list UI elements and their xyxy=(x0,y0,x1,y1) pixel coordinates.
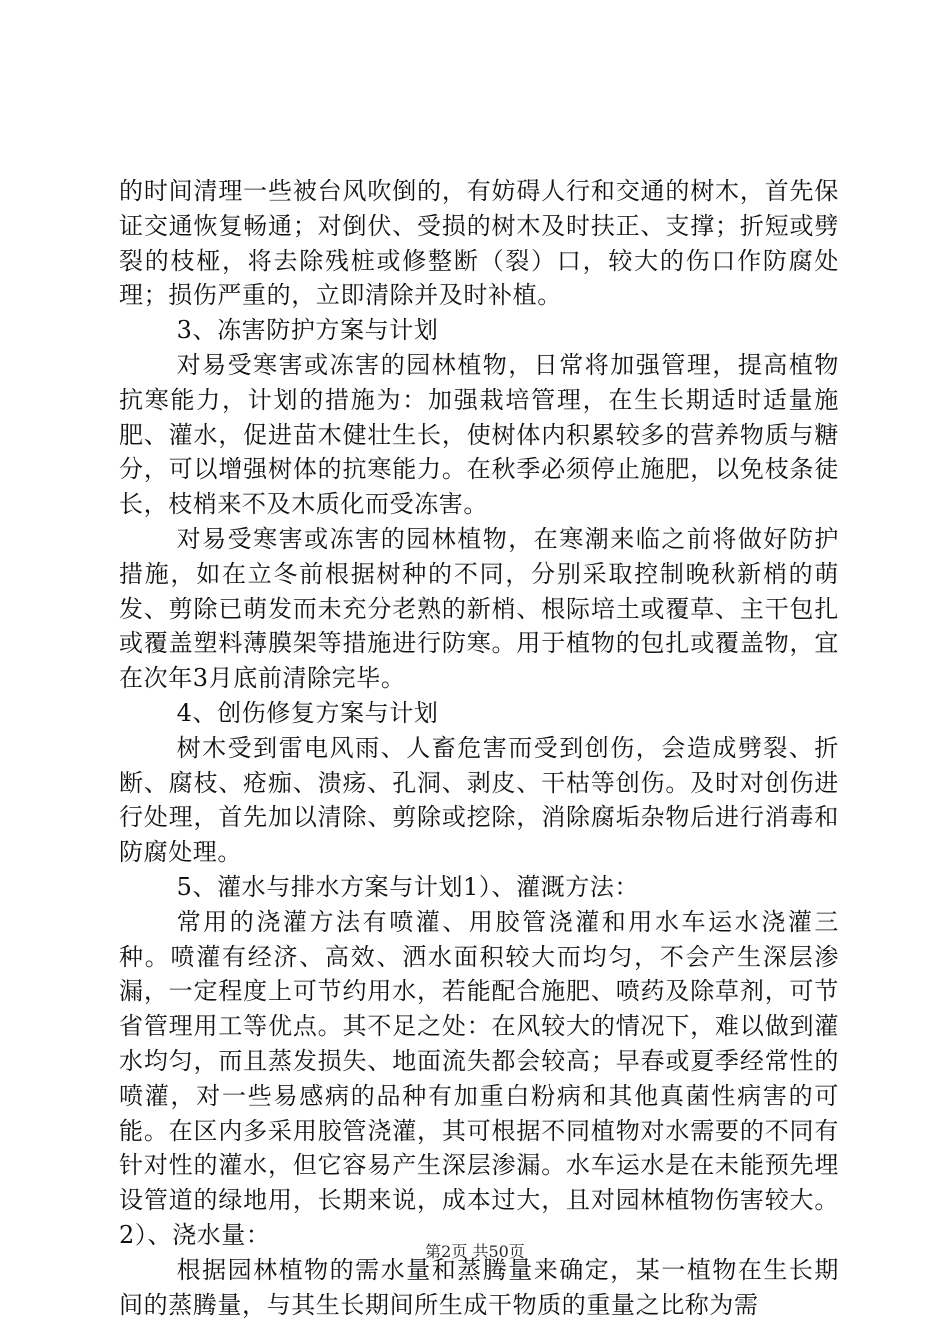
section-heading: 5、灌水与排水方案与计划1）、灌溉方法： xyxy=(176,872,640,901)
paragraph: 的时间清理一些被台风吹倒的，有妨碍人行和交通的树木，首先保证交通恢复畅通；对倒伏、受损的树木及时扶正、支撑；折短或劈裂的枝桠，将去除残桩或修整断（裂）口，较大的伤口作防腐处理；损伤严重的，立即清除并及时补植。 xyxy=(119,177,839,310)
paragraph: 对易受寒害或冻害的园林植物，在寒潮来临之前将做好防护措施，如在立冬前根据树种的不同，分别采取控制晚秋新梢的萌发、剪除已萌发而未充分老熟的新梢、根际培土或覆草、主干包扎或覆盖塑料薄膜架等措施进行防寒。用于植物的包扎或覆盖物，宜在次年3月底前清除完毕。 xyxy=(119,524,839,693)
paragraph: 对易受寒害或冻害的园林植物，日常将加强管理，提高植物抗寒能力，计划的措施为：加强栽培管理，在生长期适时适量施肥、灌水，促进苗木健壮生长，使树体内积累较多的营养物质与糖分，可以增强树体的抗寒能力。在秋季必须停止施肥，以免枝条徒长，枝梢来不及木质化而受冻害。 xyxy=(119,350,839,519)
section-heading: 3、冻害防护方案与计划 xyxy=(176,316,439,345)
section-heading: 4、创伤修复方案与计划 xyxy=(176,698,439,727)
paragraph: 树木受到雷电风雨、人畜危害而受到创伤，会造成劈裂、折断、腐枝、疮痂、溃疡、孔洞、剥皮、干枯等创伤。及时对创伤进行处理，首先加以清除、剪除或挖除，消除腐垢杂物后进行消毒和防腐处理。 xyxy=(119,733,839,867)
document-body xyxy=(119,174,839,1322)
paragraph: 根据园林植物的需水量和蒸腾量来确定，某一植物在生长期间的蒸腾量，与其生长期间所生成干物质的重量之比称为需 xyxy=(119,1255,839,1319)
paragraph: 常用的浇灌方法有喷灌、用胶管浇灌和用水车运水浇灌三种。喷灌有经济、高效、洒水面积较大而均匀，不会产生深层渗漏，一定程度上可节约用水，若能配合施肥、喷药及除草剂，可节省管理用工等优点。其不足之处：在风较大的情况下，难以做到灌水均匀，而且蒸发损失、地面流失都会较高；早春或夏季经常性的喷灌，对一些易感病的品种有加重白粉病和其他真菌性病害的可能。在区内多采用胶管浇灌，其可根据不同植物对水需要的不同有针对性的灌水，但它容易产生深层渗漏。水车运水是在未能预先埋设管道的绿地用，长期来说，成本过大，且对园林植物伤害较大。2）、浇水量： xyxy=(119,907,839,1249)
page-footer: 第2页 共50页 xyxy=(425,1242,525,1261)
